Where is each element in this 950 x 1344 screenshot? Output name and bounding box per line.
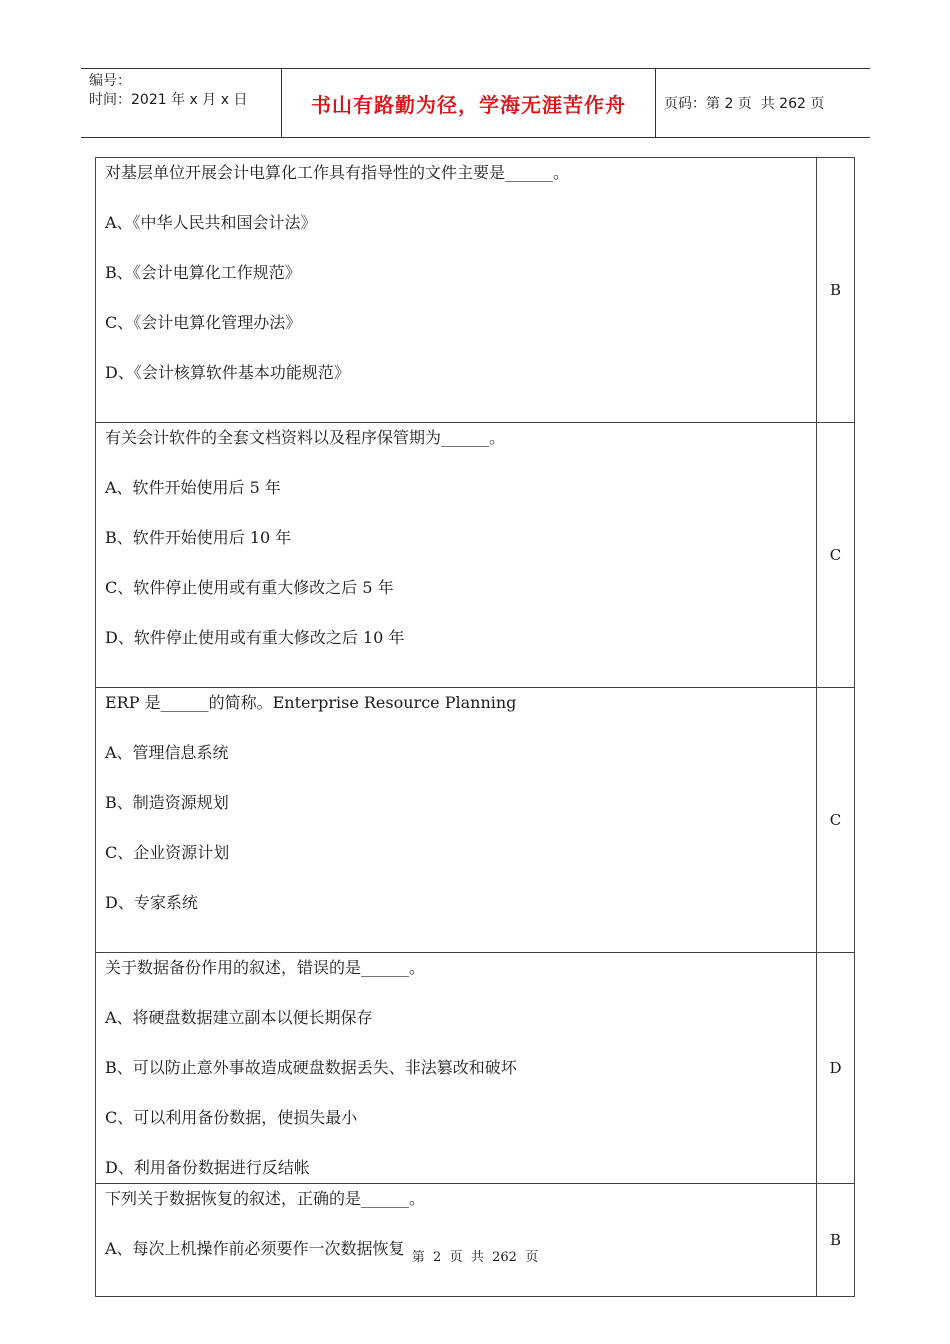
answer-letter: C <box>829 811 842 829</box>
answer-letter: B <box>829 1231 842 1249</box>
option-d: D、利用备份数据进行反结帐 <box>105 1158 310 1177</box>
answer-cell <box>817 953 855 1184</box>
question-cell <box>96 158 817 423</box>
question-row <box>96 953 855 1184</box>
header-page-info-cell <box>656 69 870 137</box>
question-stem: 下列关于数据恢复的叙述，正确的是______。 <box>105 1189 426 1208</box>
option-b: B、软件开始使用后 10 年 <box>105 528 292 547</box>
page-footer: 第 2 页 共 262 页 <box>411 1250 539 1265</box>
question-stem: 对基层单位开展会计电算化工作具有指导性的文件主要是______。 <box>105 163 570 182</box>
question-stem: 关于数据备份作用的叙述，错误的是______。 <box>105 958 426 977</box>
option-b: B、制造资源规划 <box>105 793 229 812</box>
question-row <box>96 1184 855 1297</box>
header-motto-cell <box>282 69 656 137</box>
option-c: C、企业资源计划 <box>105 843 230 862</box>
option-c: C、《会计电算化管理办法》 <box>105 313 302 332</box>
option-b: B、可以防止意外事故造成硬盘数据丢失、非法篡改和破坏 <box>105 1058 517 1077</box>
option-a: A、将硬盘数据建立副本以便长期保存 <box>105 1008 373 1027</box>
option-d: D、专家系统 <box>105 893 198 912</box>
option-a: A、《中华人民共和国会计法》 <box>105 213 317 232</box>
doc-number-label: 编号： <box>89 73 131 89</box>
question-stem: ERP 是______的简称。Enterprise Resource Planning <box>105 693 517 712</box>
header-meta <box>81 69 282 137</box>
option-c: C、软件停止使用或有重大修改之后 5 年 <box>105 578 394 597</box>
question-cell <box>96 423 817 688</box>
answer-letter: B <box>829 281 842 299</box>
doc-date: 时间：2021 年 x 月 x 日 <box>89 92 248 108</box>
question-cell <box>96 1184 817 1297</box>
header-motto: 书山有路勤为径，学海无涯苦作舟 <box>311 92 626 117</box>
answer-letter: D <box>829 1059 842 1077</box>
answer-cell <box>817 158 855 423</box>
question-stem: 有关会计软件的全套文档资料以及程序保管期为______。 <box>105 428 506 447</box>
answer-letter: C <box>829 546 842 564</box>
answer-cell <box>817 1184 855 1297</box>
option-d: D、软件停止使用或有重大修改之后 10 年 <box>105 628 405 647</box>
option-c: C、可以利用备份数据，使损失最小 <box>105 1108 358 1127</box>
option-a: A、每次上机操作前必须要作一次数据恢复 <box>105 1239 405 1258</box>
page-header <box>81 68 870 138</box>
question-row <box>96 423 855 688</box>
option-a: A、软件开始使用后 5 年 <box>105 478 281 497</box>
option-d: D、《会计核算软件基本功能规范》 <box>105 363 350 382</box>
question-row <box>96 688 855 953</box>
answer-cell <box>817 423 855 688</box>
question-cell <box>96 953 817 1184</box>
option-a: A、管理信息系统 <box>105 743 229 762</box>
option-b: B、《会计电算化工作规范》 <box>105 263 301 282</box>
answer-cell <box>817 688 855 953</box>
question-row <box>96 158 855 423</box>
question-table <box>95 157 855 1297</box>
question-cell <box>96 688 817 953</box>
header-page-info: 页码：第 2 页 共 262 页 <box>664 96 825 112</box>
